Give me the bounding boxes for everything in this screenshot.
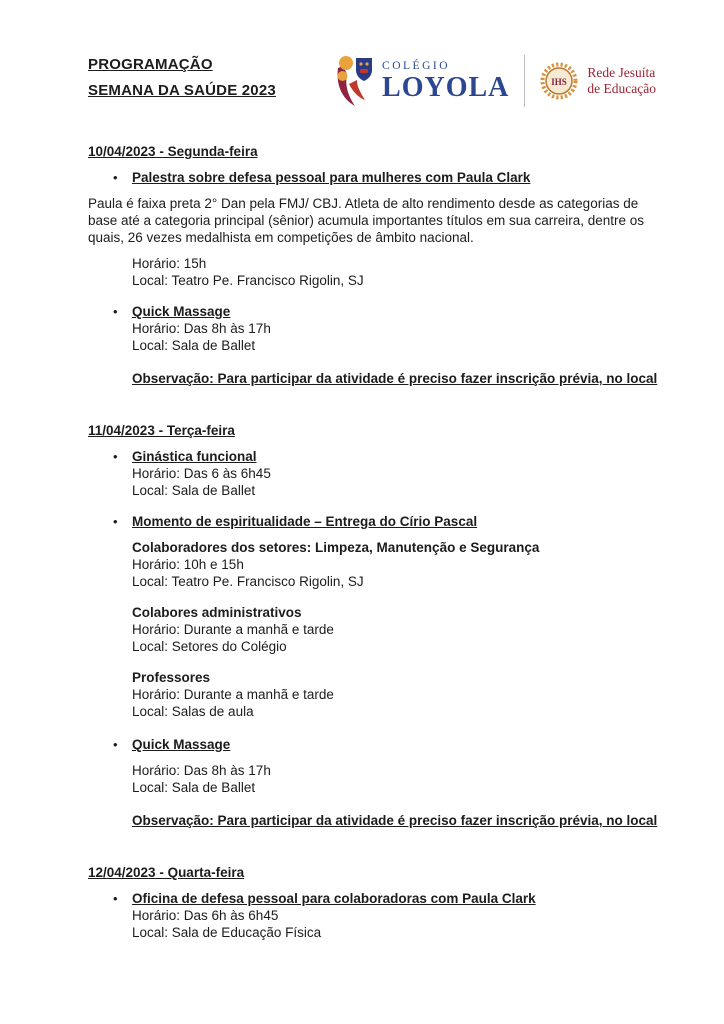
school-logo xyxy=(335,54,656,108)
observation-note: Observação: Para participar da atividade é preciso fazer inscrição prévia, no local xyxy=(132,371,658,386)
activity-details xyxy=(132,320,662,354)
document-header xyxy=(88,52,662,108)
activity-item xyxy=(113,513,662,530)
detail-line: Horário: 15h xyxy=(132,256,207,271)
activity-item xyxy=(113,890,662,907)
group-subtitle: Professores xyxy=(132,670,211,685)
logo-divider xyxy=(524,55,525,107)
day-section-wednesday xyxy=(88,864,662,941)
rede-jesuita-line2: de Educação xyxy=(587,81,656,96)
activity-details xyxy=(132,255,662,289)
group-subtitle: Colabores administrativos xyxy=(132,605,302,620)
wordmark-loyola: LOYOLA xyxy=(382,71,510,103)
jesuit-sun-emblem-icon xyxy=(540,62,578,100)
day-heading: 10/04/2023 - Segunda-feira xyxy=(88,144,258,159)
detail-line: Local: Sala de Ballet xyxy=(132,483,256,498)
detail-line: Horário: Durante a manhã e tarde xyxy=(132,687,334,702)
detail-line: Local: Setores do Colégio xyxy=(132,639,287,654)
title-block xyxy=(88,52,276,104)
doc-title-line2: SEMANA DA SAÚDE 2023 xyxy=(88,82,276,99)
activity-details xyxy=(132,762,662,796)
activity-details xyxy=(132,907,662,941)
detail-line: Horário: Das 6 às 6h45 xyxy=(132,466,271,481)
activity-item xyxy=(113,303,662,320)
activity-item xyxy=(113,736,662,753)
day-heading: 11/04/2023 - Terça-feira xyxy=(88,423,235,438)
loyola-wordmark xyxy=(382,60,509,103)
loyola-crest-icon xyxy=(335,54,373,108)
rede-jesuita-label xyxy=(587,65,656,97)
detail-line: Local: Sala de Educação Física xyxy=(132,925,322,940)
day-heading: 12/04/2023 - Quarta-feira xyxy=(88,865,245,880)
wordmark-colegio: COLÉGIO xyxy=(382,59,451,72)
observation-note: Observação: Para participar da atividade é preciso fazer inscrição prévia, no local xyxy=(132,813,658,828)
audience-group xyxy=(132,669,662,720)
activity-title: • Momento de espiritualidade – Entrega do Círio Pascal xyxy=(132,514,478,529)
activity-item xyxy=(113,169,662,186)
activity-details xyxy=(132,465,662,499)
activity-title: • Quick Massage xyxy=(132,737,231,752)
activity-title: • Palestra sobre defesa pessoal para mulheres com Paula Clark xyxy=(132,170,531,185)
doc-title-line1: PROGRAMAÇÃO xyxy=(88,56,213,73)
day-section-tuesday xyxy=(88,422,662,829)
rede-jesuita-line1: Rede Jesuíta xyxy=(587,65,656,80)
activity-title: • Quick Massage xyxy=(132,304,231,319)
detail-line: Horário: Durante a manhã e tarde xyxy=(132,622,334,637)
detail-line: Local: Salas de aula xyxy=(132,704,254,719)
activity-item xyxy=(113,448,662,465)
detail-line: Local: Teatro Pe. Francisco Rigolin, SJ xyxy=(132,574,364,589)
audience-group xyxy=(132,604,662,655)
activity-title: • Oficina de defesa pessoal para colaboradoras com Paula Clark xyxy=(132,891,536,906)
group-subtitle: Colaboradores dos setores: Limpeza, Manutenção e Segurança xyxy=(132,540,540,555)
activity-title: • Ginástica funcional xyxy=(132,449,257,464)
day-section-monday xyxy=(88,143,662,387)
detail-line: Horário: Das 8h às 17h xyxy=(132,321,271,336)
audience-group xyxy=(132,539,662,590)
detail-line: Local: Teatro Pe. Francisco Rigolin, SJ xyxy=(132,273,364,288)
detail-line: Horário: Das 6h às 6h45 xyxy=(132,908,279,923)
detail-line: Horário: 10h e 15h xyxy=(132,557,244,572)
detail-line: Local: Sala de Ballet xyxy=(132,338,256,353)
detail-line: Horário: Das 8h às 17h xyxy=(132,763,271,778)
emblem-ihs-text: IHS xyxy=(551,77,568,87)
activity-description: Paula é faixa preta 2° Dan pela FMJ/ CBJ. Atleta de alto rendimento desde as categorias de base até a categoria principal (sênior) acumula importantes títulos em sua carreira, dentre os quais, 26 vezes medalhista em competições de âmbito nacional. xyxy=(88,196,645,245)
detail-line: Local: Sala de Ballet xyxy=(132,780,256,795)
